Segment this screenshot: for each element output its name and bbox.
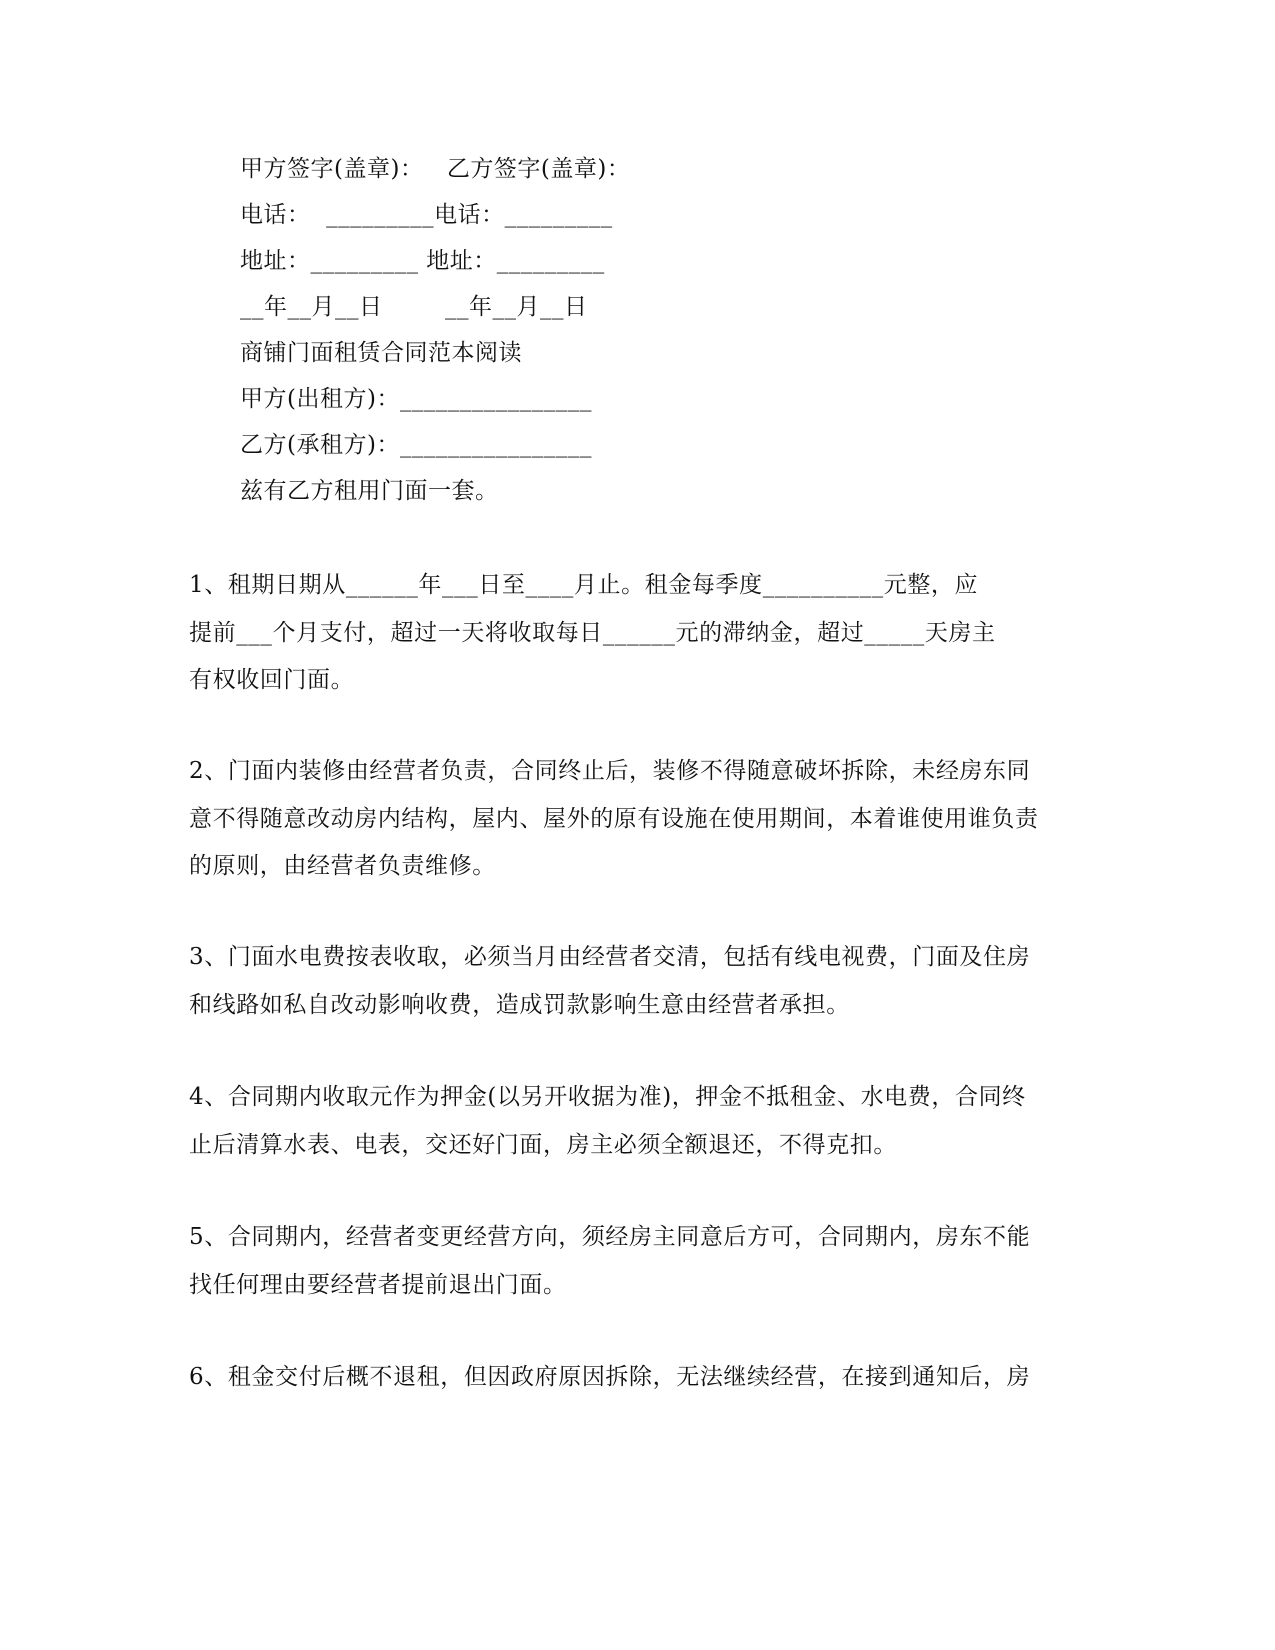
clause-2: 2、门面内装修由经营者负责，合同终止后，装修不得随意破坏拆除，未经房东同 意不得随意改动房内结构，屋内、屋外的原有设施在使用期间，本着谁使用谁负责 的原则，由经营者负责维修。	[189, 758, 1039, 879]
clause-1: 1、租期日期从______年___日至____月止。租金每季度__________元整，应 提前___个月支付，超过一天将收取每日______元的滞纳金，超过_____天房主 有权收回门面。	[189, 572, 996, 693]
clause-5: 5、合同期内，经营者变更经营方向，须经房主同意后方可，合同期内，房东不能 找任何理由要经营者提前退出门面。	[189, 1224, 1031, 1298]
clause-3: 3、门面水电费按表收取，必须当月由经营者交清，包括有线电视费，门面及住房 和线路如私自改动影响收费，造成罚款影响生意由经营者承担。	[189, 944, 1031, 1018]
party-b-line: 乙方(承租方)：________________	[240, 432, 592, 458]
document-title: 商铺门面租赁合同范本阅读	[240, 340, 522, 366]
phone-line: 电话： _________电话：_________	[240, 202, 613, 228]
party-a-line: 甲方(出租方)：________________	[240, 386, 592, 412]
address-line: 地址：_________ 地址：_________	[240, 248, 605, 274]
signature-line: 甲方签字(盖章)： 乙方签字(盖章)：	[240, 156, 631, 182]
clause-4: 4、合同期内收取元作为押金(以另开收据为准)，押金不抵租金、水电费，合同终 止后清算水表、电表，交还好门面，房主必须全额退还，不得克扣。	[189, 1084, 1026, 1158]
clause-6: 6、租金交付后概不退租，但因政府原因拆除，无法继续经营，在接到通知后，房	[189, 1364, 1031, 1390]
intro-line: 兹有乙方租用门面一套。	[240, 478, 499, 504]
date-line: __年__月__日 __年__月__日	[240, 294, 588, 320]
